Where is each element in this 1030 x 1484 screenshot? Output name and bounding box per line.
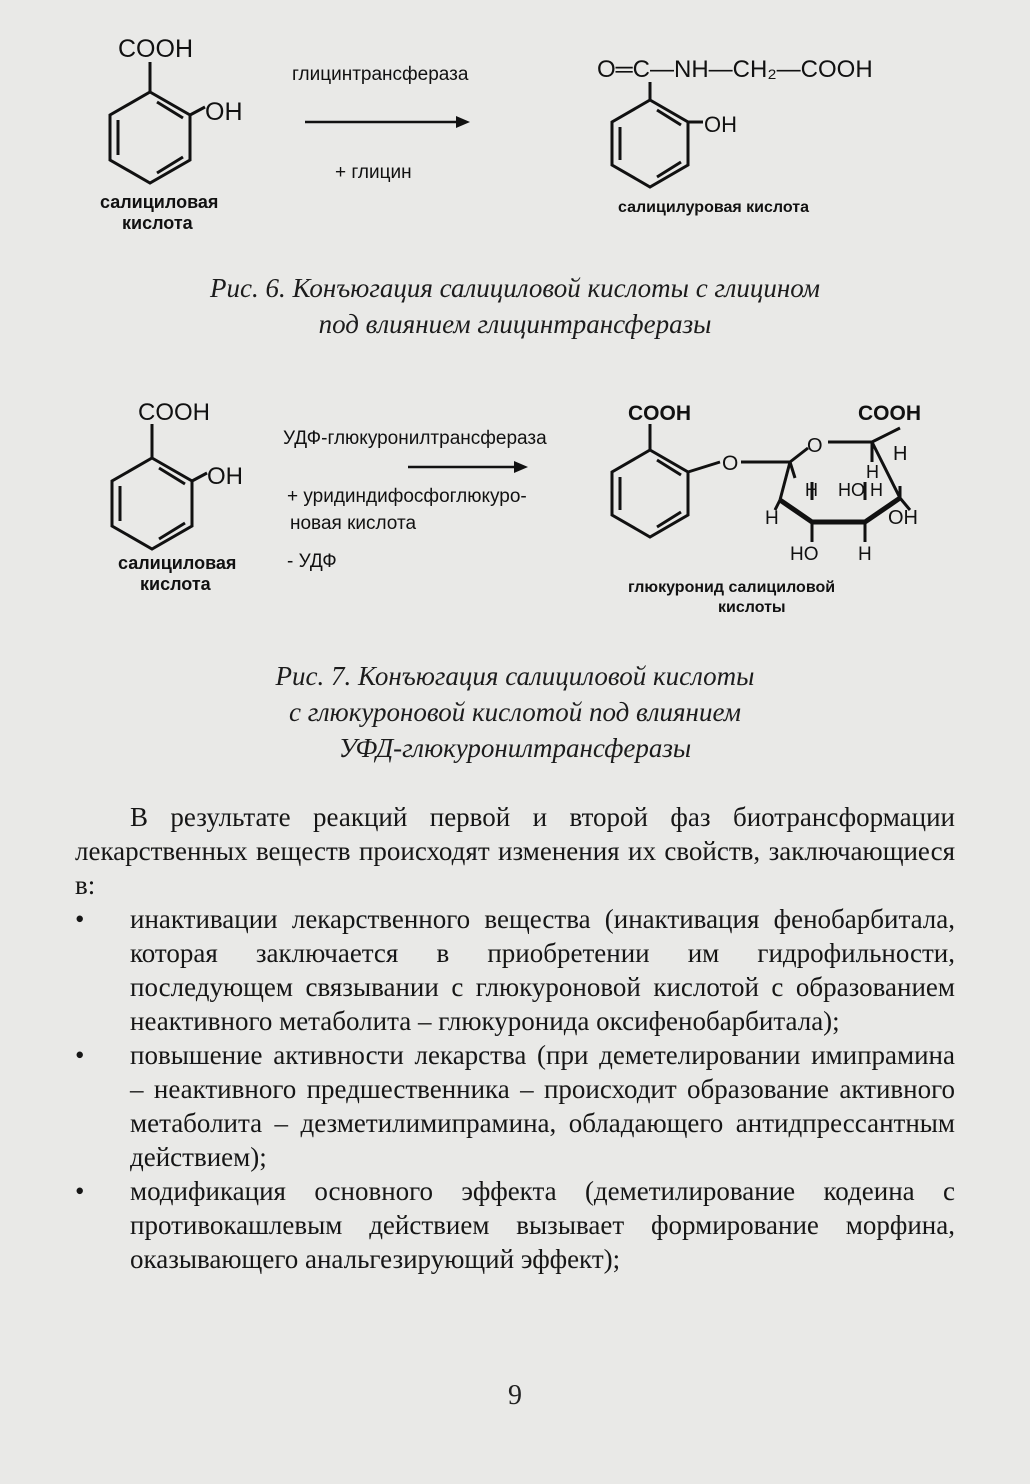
ring-oxygen-label: O [807,435,823,457]
product-cooh-left-label: COOH [628,402,691,425]
figure-7-caption-line1: Рис. 7. Конъюгация салициловой кислоты [275,661,755,691]
bullet-symbol: • [75,1040,85,1070]
reactant-oh-label: OH [205,98,243,126]
product-cooh-right-label: COOH [858,402,921,425]
reactant-name-line1: салициловая [100,192,219,212]
product-oh-label: OH [704,112,737,137]
product-benzene-ring [612,424,790,537]
enzyme-label: УДФ-глюкуронилтрансфераза [283,428,547,449]
ring-h-upper-label: H [866,462,879,482]
intro-paragraph: В результате реакций первой и второй фаз биотрансформации лекарственных веществ происходят изменения их свойств, заключающиеся в: [75,802,955,900]
ring-ho-bottom-label: HO [790,544,819,565]
reactant-name-line1: салициловая [118,553,237,573]
reagent-label: + глицин [335,162,412,183]
ring-h-mid-left-label: H [805,480,818,500]
ring-oh-right-label: OH [888,507,918,529]
figure-7-caption-line3: УФД-глюкуронилтрансферазы [338,733,692,763]
reactant-oh-label: OH [207,463,243,490]
byproduct-label: - УДФ [287,551,337,572]
product-name: салицилуровая кислота [618,199,809,216]
product-chain-label: O═C—NH—CH₂—COOH [597,56,873,83]
reactant-cooh-label: COOH [138,399,210,426]
figure-6-reaction-scheme [0,0,1030,250]
figure-7-caption-line2: с глюкуроновой кислотой под влиянием [289,697,741,727]
list-item [75,1038,955,1174]
reactant-name-line2: кислота [122,213,193,233]
body-text [75,800,955,1276]
reactant-cooh-label: COOH [118,35,193,63]
reaction-arrow-head [514,461,528,473]
figure-6-caption-line2: под влиянием глицинтрансферазы [318,309,712,339]
figure-6-caption-line1: Рис. 6. Конъюгация салициловой кислоты с глицином [210,273,820,303]
ring-h-bottom-label: H [858,544,872,565]
page-number: 9 [508,1380,522,1411]
reactant-name-line2: кислота [140,574,211,594]
reagent-label-line2: новая кислота [290,513,417,534]
reactant-benzene-ring [112,424,207,549]
figure-7-reaction-scheme [0,390,1030,630]
list-item-text: повышение активности лекарства (при деметелировании имипрамина – неактивного предшественника – происходит образование активного метаболита – дезметилимипрамина, обладающего антидпрессантным действием); [130,1040,955,1172]
product-benzene-ring [612,82,703,187]
list-item [75,902,955,1038]
product-name-line1: глюкуронид салициловой [628,579,836,596]
list-item-text: модификация основного эффекта (деметилирование кодеина с противокашлевым действием вызывает формирование морфина, оказывающего анальгезирующий эффект); [130,1176,955,1274]
figure-6-caption [0,270,1030,342]
reaction-arrow-head [456,116,470,128]
list-item-text: инактивации лекарственного вещества (инактивация фенобарбитала, которая заключается в приобретении им гидрофильности, последующем связывании с глюкуроновой кислотой с образованием неактивного метаболита – глюкуронида оксифенобарбитала); [130,904,955,1036]
bullet-symbol: • [75,1176,85,1206]
reagent-label-line1: + уридиндифосфоглюкуро- [287,486,527,507]
ring-h-mid-right-label: H [870,480,883,500]
ring-h-left-label: H [765,508,779,529]
list-item [75,1174,955,1276]
effects-list [75,902,955,1276]
enzyme-label: глицинтрансфераза [292,64,469,85]
figure-7-caption [0,658,1030,766]
product-name-line2: кислоты [718,599,786,616]
bullet-symbol: • [75,904,85,934]
ring-ho-mid-label: HO [838,480,865,500]
reactant-benzene-ring [110,62,205,183]
ring-h-top-label: H [893,443,908,465]
link-oxygen-label: O [722,452,739,475]
